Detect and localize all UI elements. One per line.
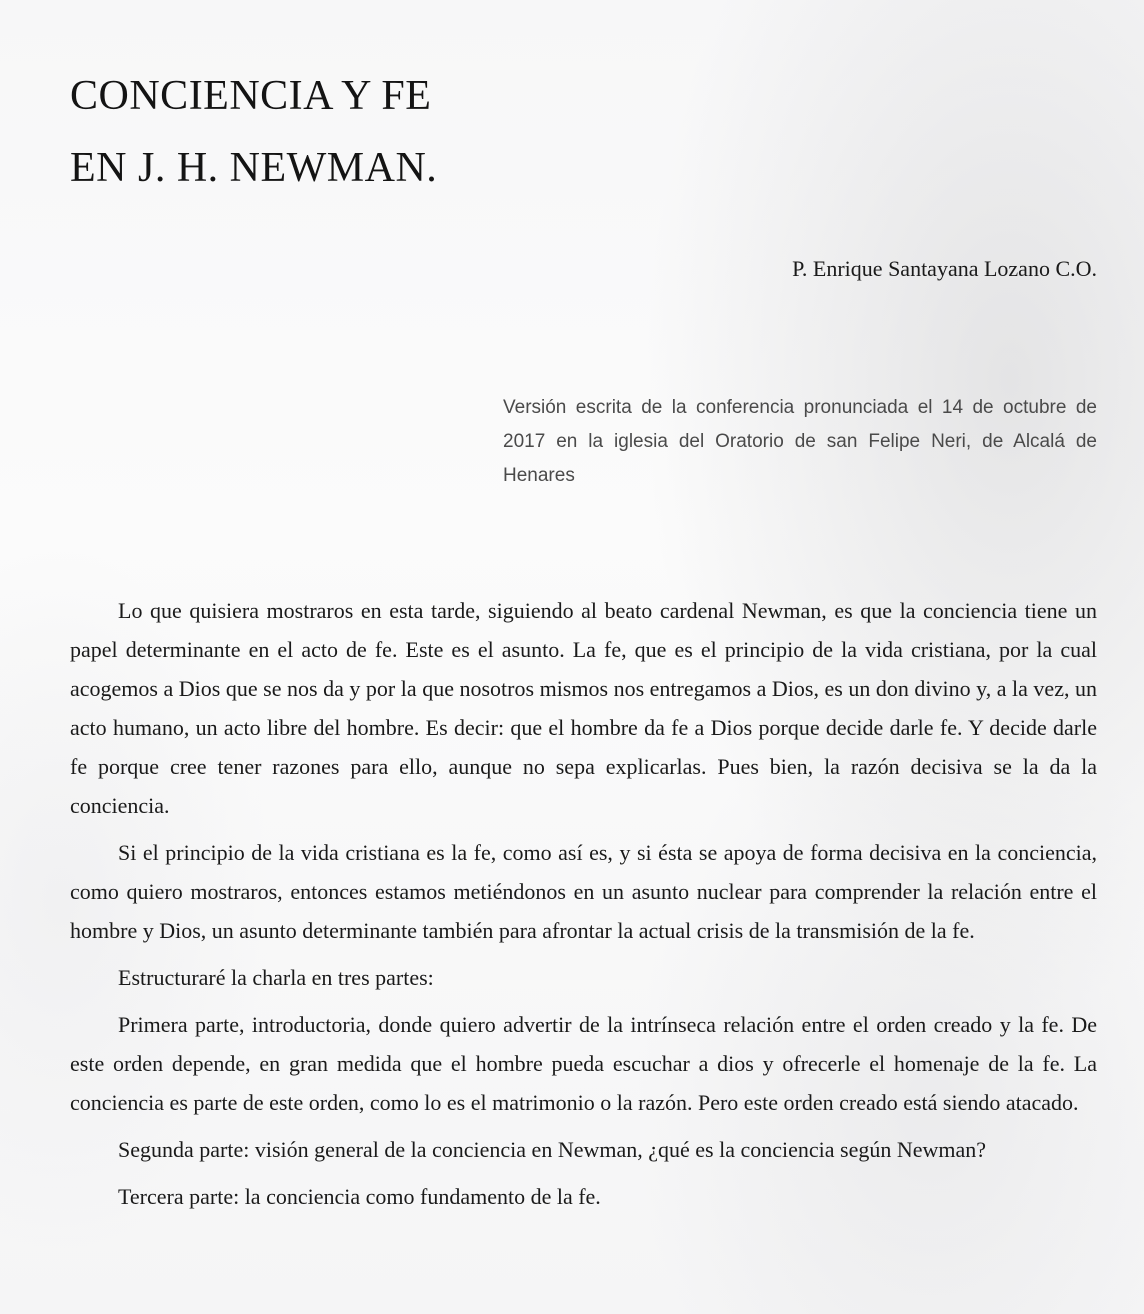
body-text xyxy=(70,591,1097,1224)
paragraph: Si el principio de la vida cristiana es la fe, como así es, y si ésta se apoya de forma decisiva en la conciencia, como quiero mostraros, entonces estamos metiéndonos en un asunto nuclear para comprender la relación entre el hombre y Dios, un asunto determinante también para afrontar la actual crisis de la transmisión de la fe. xyxy=(70,840,1097,943)
paragraph: Segunda parte: visión general de la conciencia en Newman, ¿qué es la conciencia según Newman? xyxy=(118,1137,987,1162)
page-title xyxy=(70,60,437,204)
title-line-2: EN J. H. NEWMAN. xyxy=(70,145,438,191)
paragraph: Estructuraré la charla en tres partes: xyxy=(118,965,434,990)
paragraph: Lo que quisiera mostraros en esta tarde, siguiendo al beato cardenal Newman, es que la conciencia tiene un papel determinante en el acto de fe. Este es el asunto. La fe, que es el principio de la vida cristiana, por la cual acogemos a Dios que se nos da y por la que nosotros mismos nos entregamos a Dios, es un don divino y, a la vez, un acto humano, un acto libre del hombre. Es decir: que el hombre da fe a Dios porque decide darle fe. Y decide darle fe porque cree tener razones para ello, aunque no sepa explicarlas. Pues bien, la razón decisiva se la da la conciencia. xyxy=(70,598,1097,818)
title-line-1: CONCIENCIA Y FE xyxy=(70,73,432,119)
paragraph: Primera parte, introductoria, donde quiero advertir de la intrínseca relación entre el orden creado y la fe. De este orden depende, en gran medida que el hombre pueda escuchar a dios y ofrecerle el homenaje de la fe. La conciencia es parte de este orden, como lo es el matrimonio o la razón. Pero este orden creado está siendo atacado. xyxy=(70,1012,1097,1115)
author-name: P. Enrique Santayana Lozano C.O. xyxy=(792,256,1097,281)
conference-note: Versión escrita de la conferencia pronunciada el 14 de octubre de 2017 en la iglesia del Oratorio de san Felipe Neri, de Alcalá de Henares xyxy=(503,397,1097,486)
paragraph: Tercera parte: la conciencia como fundamento de la fe. xyxy=(118,1184,601,1209)
